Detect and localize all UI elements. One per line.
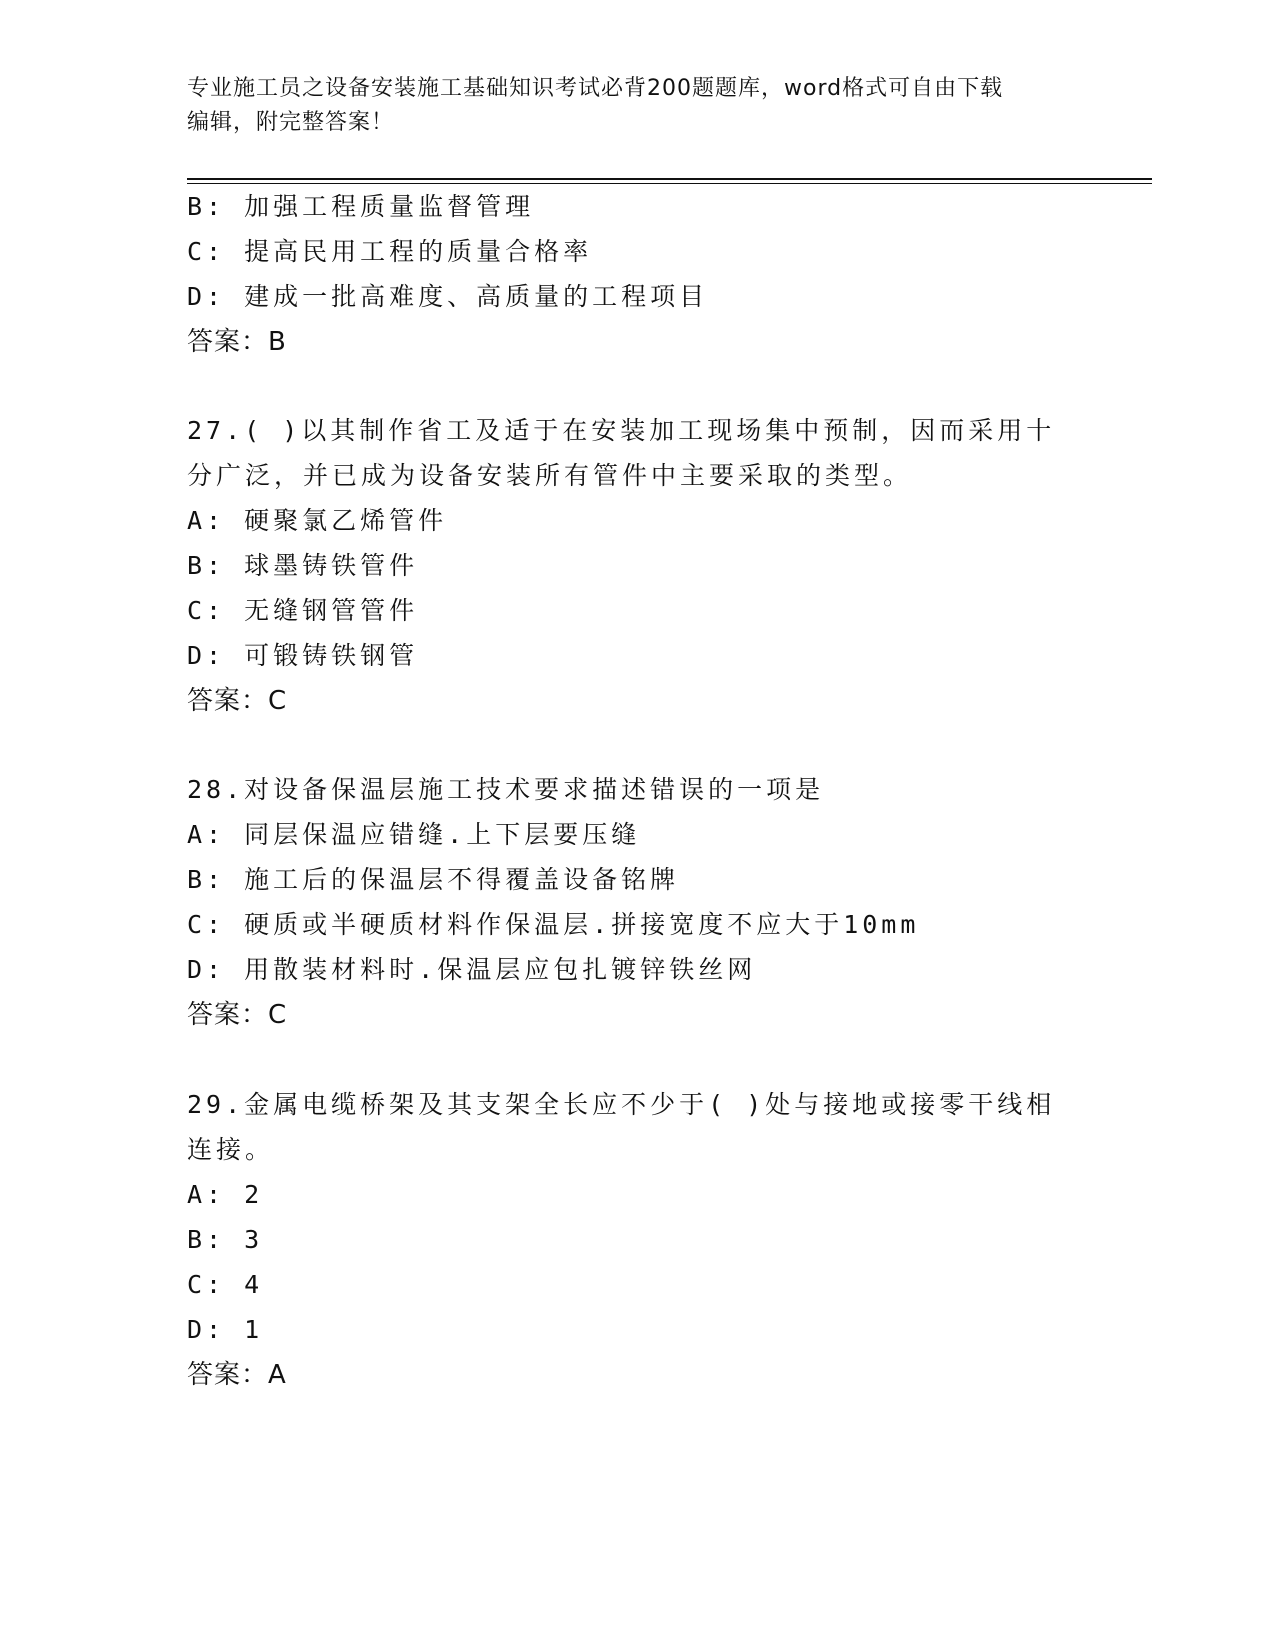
q26-option-c: C: 提高民用工程的质量合格率 (187, 237, 593, 266)
header-line-1: 专业施工员之设备安装施工基础知识考试必背200题题库，word格式可自由下载 (187, 76, 1004, 101)
q26-option-d: D: 建成一批高难度、高质量的工程项目 (187, 282, 709, 311)
q29-answer: 答案：A (187, 1360, 287, 1390)
q28-stem-line-1: 28.对设备保温层施工技术要求描述错误的一项是 (187, 775, 825, 804)
q27-option-d: D: 可锻铸铁钢管 (187, 641, 419, 670)
q28-answer: 答案：C (187, 1000, 288, 1030)
q28-option-d: D: 用散装材料时.保温层应包扎镀锌铁丝网 (187, 955, 757, 984)
q27-answer: 答案：C (187, 686, 288, 716)
document-header (187, 72, 1087, 140)
q28-option-c: C: 硬质或半硬质材料作保温层.拼接宽度不应大于10mm (187, 910, 920, 939)
q29-stem-line-1: 29.金属电缆桥架及其支架全长应不少于( )处与接地或接零干线相 (187, 1090, 1056, 1119)
q27-stem-line-2: 分广泛，并已成为设备安装所有管件中主要采取的类型。 (187, 461, 913, 490)
q27-option-b: B: 球墨铸铁管件 (187, 551, 419, 580)
q29-option-a: A: 2 (187, 1180, 264, 1209)
q27-option-a: A: 硬聚氯乙烯管件 (187, 506, 448, 535)
header-divider-thin (187, 183, 1152, 184)
header-divider-thick (187, 178, 1152, 180)
q29-option-d: D: 1 (187, 1315, 264, 1344)
q29-option-c: C: 4 (187, 1270, 264, 1299)
q27-option-c: C: 无缝钢管管件 (187, 596, 419, 625)
q29-option-b: B: 3 (187, 1225, 264, 1254)
q26-option-b: B: 加强工程质量监督管理 (187, 192, 535, 221)
q27-stem-line-1: 27.( )以其制作省工及适于在安装加工现场集中预制，因而采用十 (187, 416, 1056, 445)
q28-option-b: B: 施工后的保温层不得覆盖设备铭牌 (187, 865, 680, 894)
q29-stem-line-2: 连接。 (187, 1135, 275, 1164)
q26-answer: 答案：B (187, 327, 287, 357)
q28-option-a: A: 同层保温应错缝.上下层要压缝 (187, 820, 641, 849)
header-line-2: 编辑，附完整答案！ (187, 110, 395, 135)
